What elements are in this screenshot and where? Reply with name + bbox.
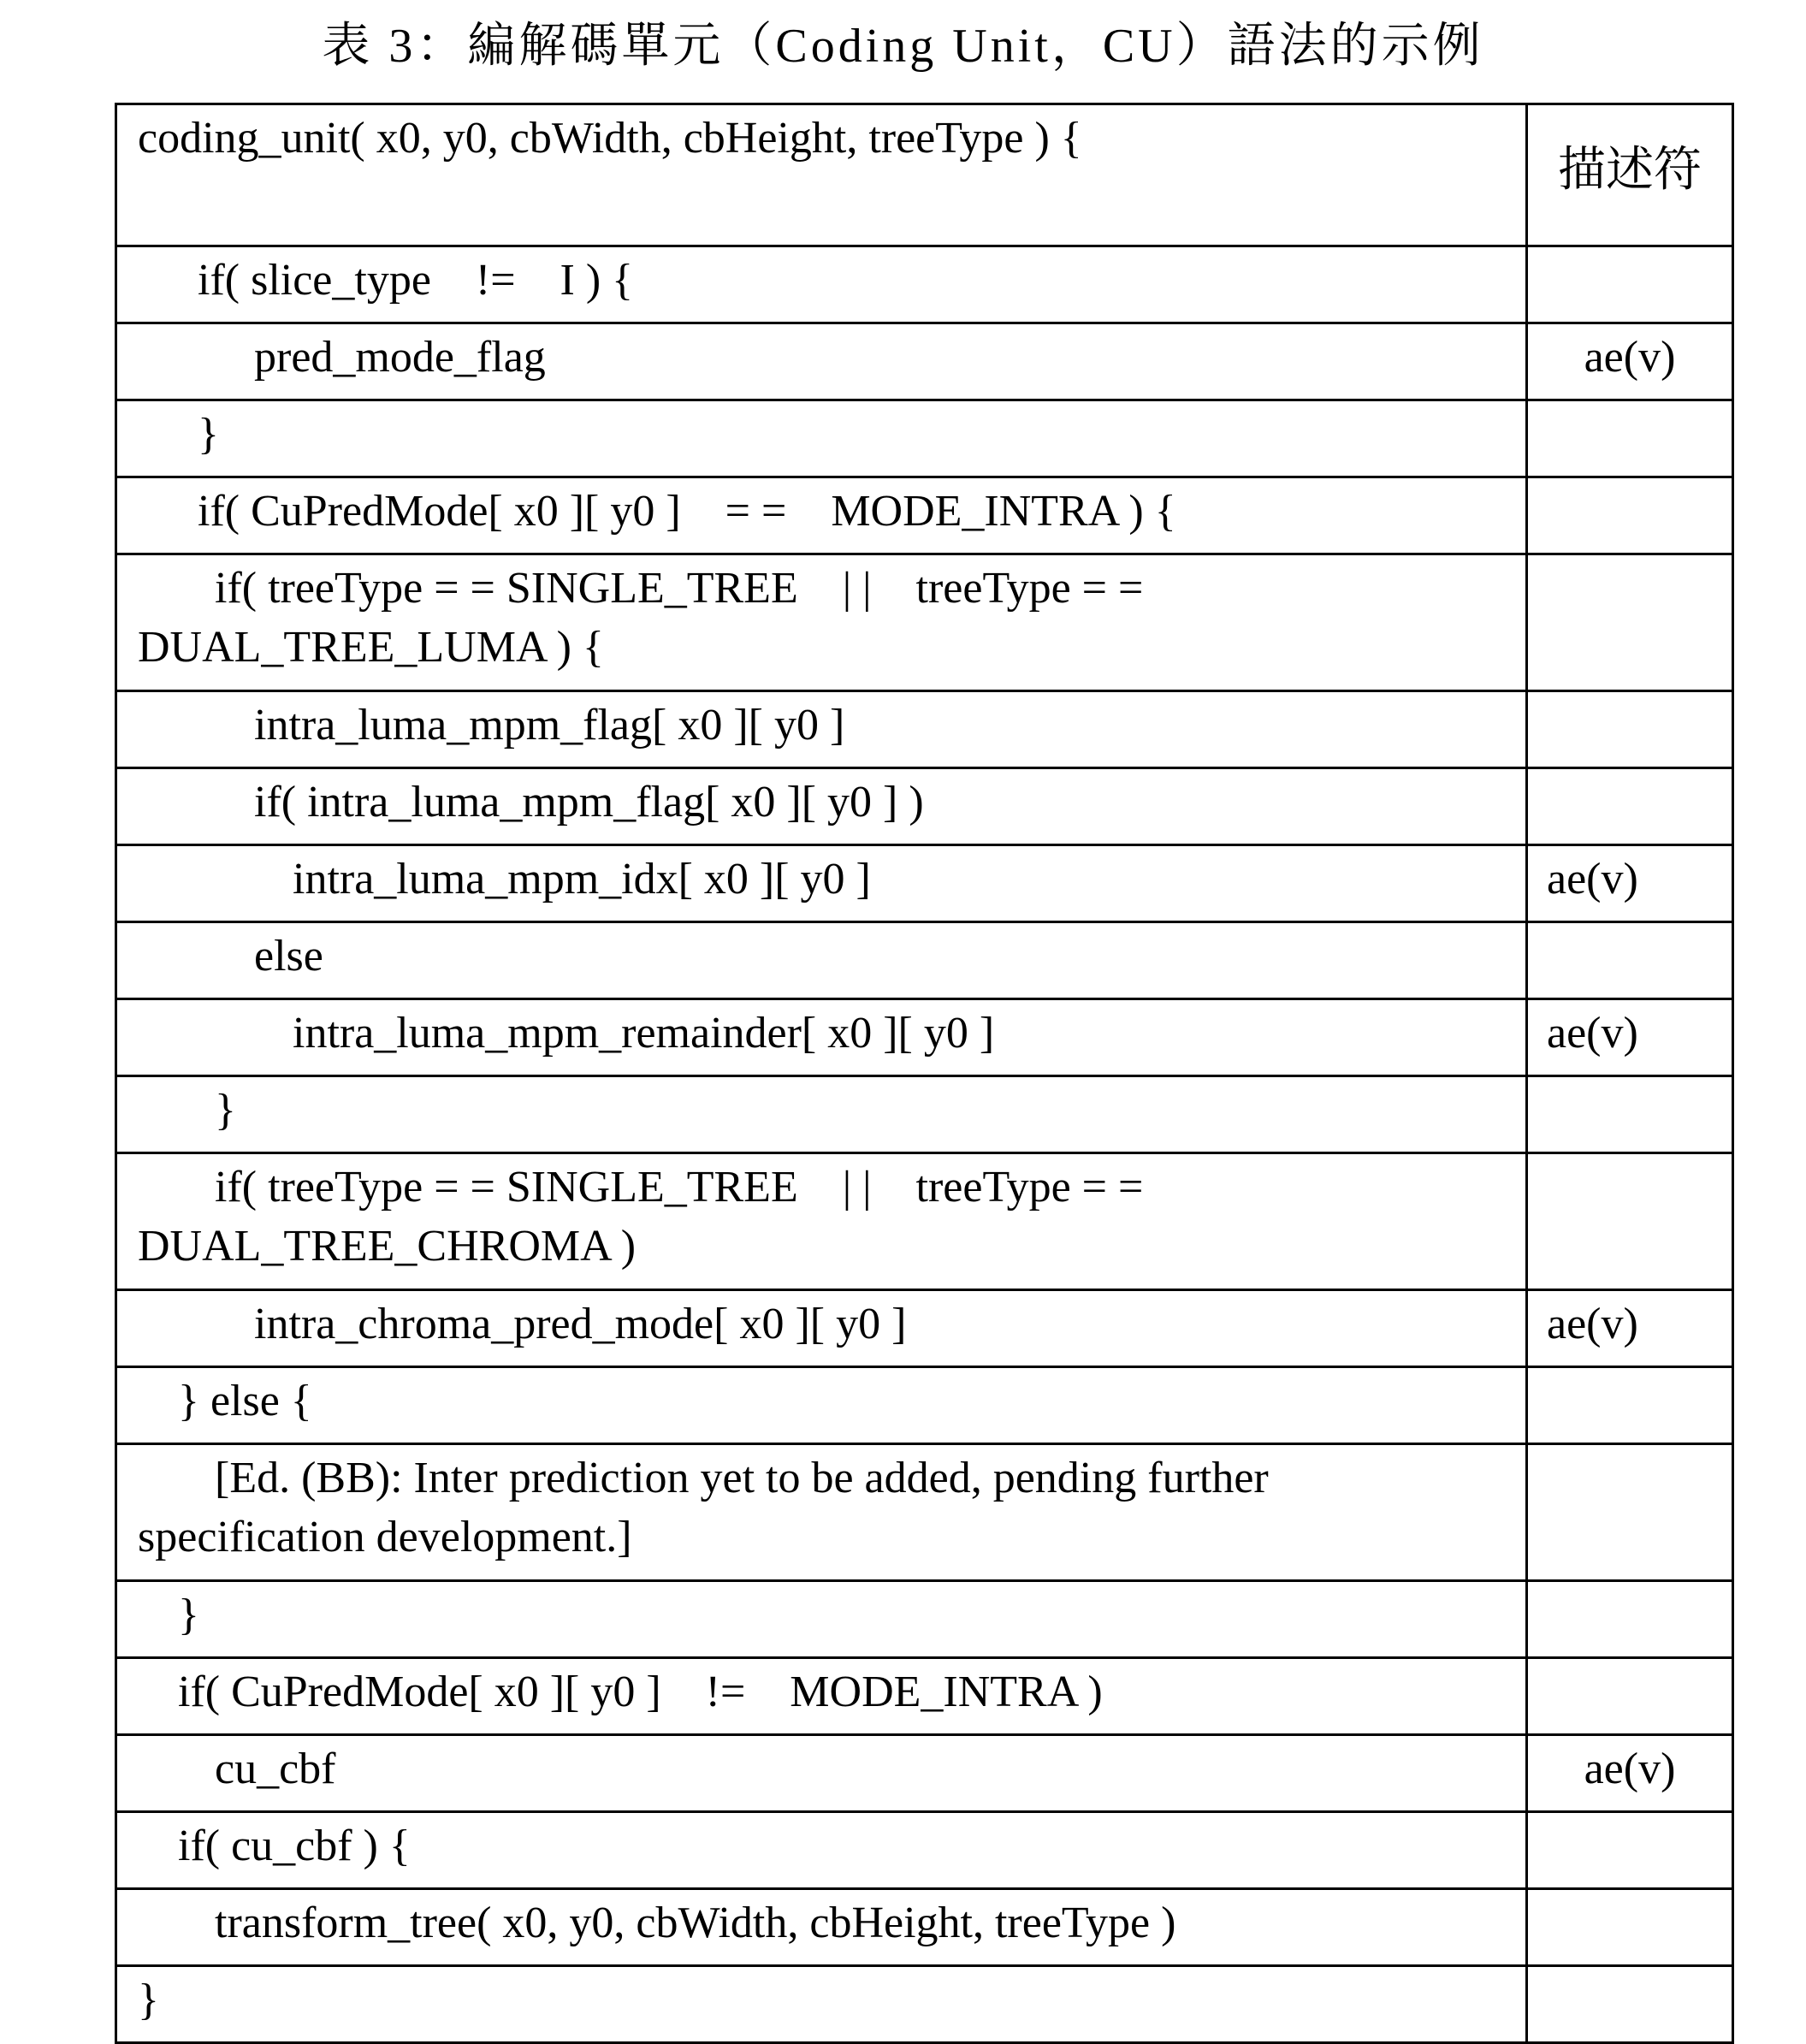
syntax-cell <box>116 1581 1527 1658</box>
syntax-line: intra_luma_mpm_idx[ x0 ][ y0 ] <box>293 855 871 904</box>
syntax-line: DUAL_TREE_CHROMA ) <box>138 1222 637 1271</box>
table-row <box>116 691 1733 768</box>
syntax-line: DUAL_TREE_LUMA ) { <box>138 623 604 672</box>
syntax-cell <box>116 1812 1527 1889</box>
syntax-cell <box>116 922 1527 999</box>
table-caption: 表 3：編解碼單元（Coding Unit，CU）語法的示例 <box>322 20 1484 73</box>
table-row <box>116 554 1733 691</box>
syntax-table <box>115 103 1734 2044</box>
descriptor-cell <box>1527 1581 1733 1658</box>
syntax-line: } <box>138 1976 159 2024</box>
syntax-line: transform_tree( x0, y0, cbWidth, cbHeight, treeType ) <box>215 1899 1176 1947</box>
descriptor-cell <box>1527 1076 1733 1153</box>
syntax-cell <box>116 323 1527 400</box>
syntax-line: [Ed. (BB): Inter prediction yet to be added, pending further <box>215 1454 1269 1502</box>
syntax-line: if( CuPredMode[ x0 ][ y0 ] != MODE_INTRA ) <box>178 1668 1103 1716</box>
syntax-cell <box>116 1076 1527 1153</box>
table-row <box>116 1735 1733 1812</box>
descriptor-cell <box>1527 1367 1733 1444</box>
table-row <box>116 768 1733 845</box>
syntax-line: } else { <box>178 1377 312 1425</box>
syntax-line: intra_luma_mpm_remainder[ x0 ][ y0 ] <box>293 1009 995 1058</box>
descriptor-cell <box>1527 1812 1733 1889</box>
table-row <box>116 1966 1733 2043</box>
syntax-cell <box>116 1153 1527 1290</box>
syntax-cell <box>116 1290 1527 1367</box>
syntax-cell <box>116 554 1527 691</box>
syntax-cell <box>116 1735 1527 1812</box>
descriptor-cell: ae(v) <box>1527 323 1733 400</box>
syntax-cell <box>116 400 1527 477</box>
descriptor-cell: ae(v) <box>1527 999 1733 1076</box>
table-row <box>116 477 1733 554</box>
table-row <box>116 1444 1733 1581</box>
descriptor-cell <box>1527 922 1733 999</box>
table-header-row <box>116 104 1733 246</box>
table-row <box>116 1076 1733 1153</box>
syntax-line: if( CuPredMode[ x0 ][ y0 ] = = MODE_INTRA ) { <box>198 487 1176 536</box>
table-row <box>116 1581 1733 1658</box>
descriptor-cell <box>1527 1966 1733 2043</box>
table-row <box>116 1290 1733 1367</box>
syntax-cell <box>116 1966 1527 2043</box>
syntax-cell <box>116 768 1527 845</box>
syntax-line: else <box>254 932 323 981</box>
syntax-cell <box>116 1658 1527 1735</box>
table-row <box>116 323 1733 400</box>
syntax-line: specification development.] <box>138 1513 632 1561</box>
table-row <box>116 845 1733 922</box>
descriptor-cell <box>1527 1153 1733 1290</box>
syntax-line: cu_cbf <box>215 1745 336 1793</box>
syntax-table-body <box>116 104 1733 2043</box>
syntax-cell <box>116 1367 1527 1444</box>
syntax-line: } <box>178 1591 199 1639</box>
syntax-line: } <box>215 1086 236 1135</box>
descriptor-cell <box>1527 1658 1733 1735</box>
descriptor-cell <box>1527 400 1733 477</box>
descriptor-cell <box>1527 477 1733 554</box>
syntax-cell <box>116 845 1527 922</box>
syntax-line: if( treeType = = SINGLE_TREE | | treeType = = <box>215 564 1144 613</box>
syntax-header-cell: coding_unit( x0, y0, cbWidth, cbHeight, treeType ) { <box>116 104 1527 246</box>
descriptor-cell: ae(v) <box>1527 845 1733 922</box>
table-row <box>116 922 1733 999</box>
syntax-line: intra_luma_mpm_flag[ x0 ][ y0 ] <box>254 701 845 749</box>
descriptor-cell: ae(v) <box>1527 1735 1733 1812</box>
syntax-cell <box>116 691 1527 768</box>
syntax-line: } <box>198 410 219 459</box>
syntax-cell <box>116 246 1527 323</box>
descriptor-cell: ae(v) <box>1527 1290 1733 1367</box>
syntax-line: if( cu_cbf ) { <box>178 1822 411 1870</box>
table-row <box>116 1367 1733 1444</box>
syntax-line: if( intra_luma_mpm_flag[ x0 ][ y0 ] ) <box>254 778 924 826</box>
table-row <box>116 1658 1733 1735</box>
table-row <box>116 1153 1733 1290</box>
syntax-cell <box>116 999 1527 1076</box>
descriptor-cell <box>1527 1444 1733 1581</box>
syntax-line: pred_mode_flag <box>254 333 546 382</box>
descriptor-header-cell: 描述符 <box>1527 104 1733 246</box>
descriptor-cell <box>1527 768 1733 845</box>
syntax-cell <box>116 477 1527 554</box>
table-row <box>116 246 1733 323</box>
syntax-cell <box>116 1444 1527 1581</box>
descriptor-cell <box>1527 554 1733 691</box>
table-row <box>116 1812 1733 1889</box>
table-row <box>116 400 1733 477</box>
syntax-line: if( treeType = = SINGLE_TREE | | treeType = = <box>215 1163 1144 1212</box>
table-row <box>116 999 1733 1076</box>
syntax-line: if( slice_type != I ) { <box>198 256 634 305</box>
descriptor-cell <box>1527 691 1733 768</box>
syntax-line: intra_chroma_pred_mode[ x0 ][ y0 ] <box>254 1300 907 1348</box>
descriptor-cell <box>1527 246 1733 323</box>
